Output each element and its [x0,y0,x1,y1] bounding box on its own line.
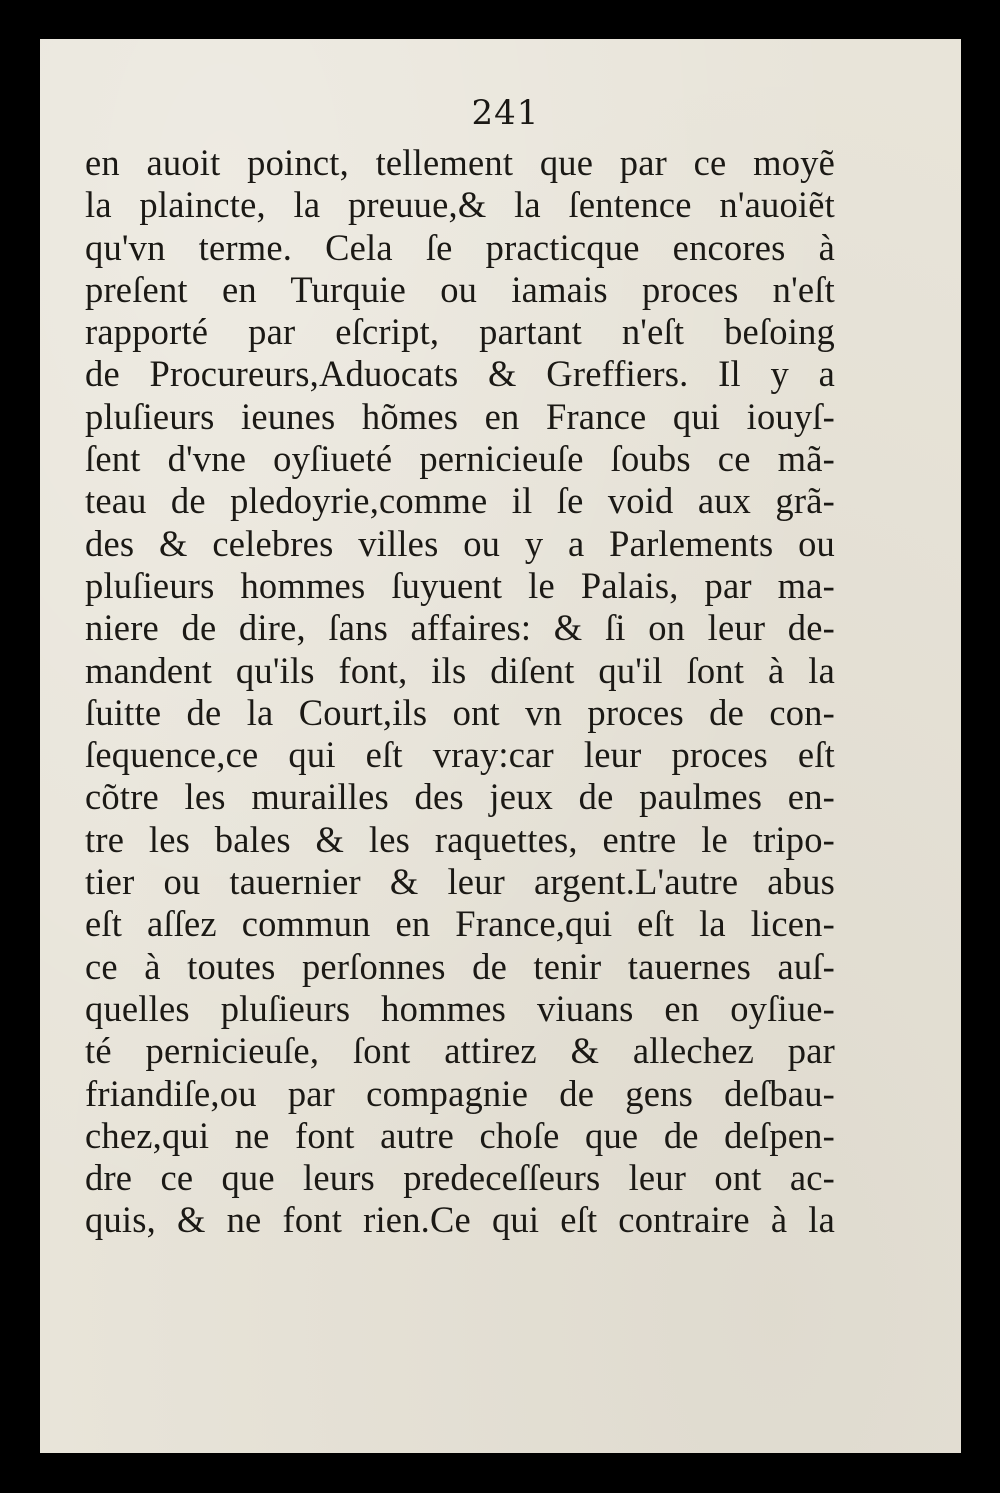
text-line: quis, & ne font rien.Ce qui eſt contraire à la [85,1199,835,1241]
text-line: preſent en Turquie ou iamais proces n'eſt [85,268,835,310]
text-line: ſuitte de la Court,ils ont vn proces de con- [85,691,835,733]
text-line: de Procureurs,Aduocats & Greffiers. Il y a [85,353,835,395]
text-line: mandent qu'ils font, ils diſent qu'il ſont à la [85,649,835,691]
text-line: eſt aſſez commun en France,qui eſt la licen- [85,903,835,945]
text-line: friandiſe,ou par compagnie de gens deſbau- [85,1072,835,1114]
text-line: la plaincte, la preuue,& la ſentence n'auoiẽt [85,184,835,226]
text-line: pluſieurs ieunes hõmes en France qui iouyſ- [85,395,835,437]
text-line: pluſieurs hommes ſuyuent le Palais, par ma- [85,564,835,606]
text-line: en auoit poinct, tellement que par ce moyẽ [85,142,835,183]
body-text [85,142,835,1242]
text-line: tre les bales & les raquettes, entre le tripo- [85,818,835,860]
text-line: rapporté par eſcript, partant n'eſt beſoing [85,311,835,353]
text-line: ſequence,ce qui eſt vray:car leur proces eſt [85,734,835,776]
text-line: niere de dire, ſans affaires: & ſi on leur de- [85,607,835,649]
text-line: ce à toutes perſonnes de tenir tauernes auſ- [85,945,835,987]
text-line: quelles pluſieurs hommes viuans en oyſiue- [85,987,835,1029]
text-line: ſent d'vne oyſiueté pernicieuſe ſoubs ce mã- [85,438,835,480]
text-line: teau de pledoyrie,comme il ſe void aux grã- [85,480,835,522]
book-page [40,39,961,1453]
text-line: té pernicieuſe, ſont attirez & allechez par [85,1030,835,1072]
page-number: 241 [471,93,540,133]
text-line: cõtre les murailles des jeux de paulmes en- [85,776,835,818]
text-line: dre ce que leurs predeceſſeurs leur ont ac- [85,1157,835,1199]
text-line: chez,qui ne font autre choſe que de deſpen- [85,1114,835,1156]
text-line: des & celebres villes ou y a Parlements ou [85,522,835,564]
text-line: qu'vn terme. Cela ſe practicque encores à [85,226,835,268]
text-line: tier ou tauernier & leur argent.L'autre abus [85,861,835,903]
